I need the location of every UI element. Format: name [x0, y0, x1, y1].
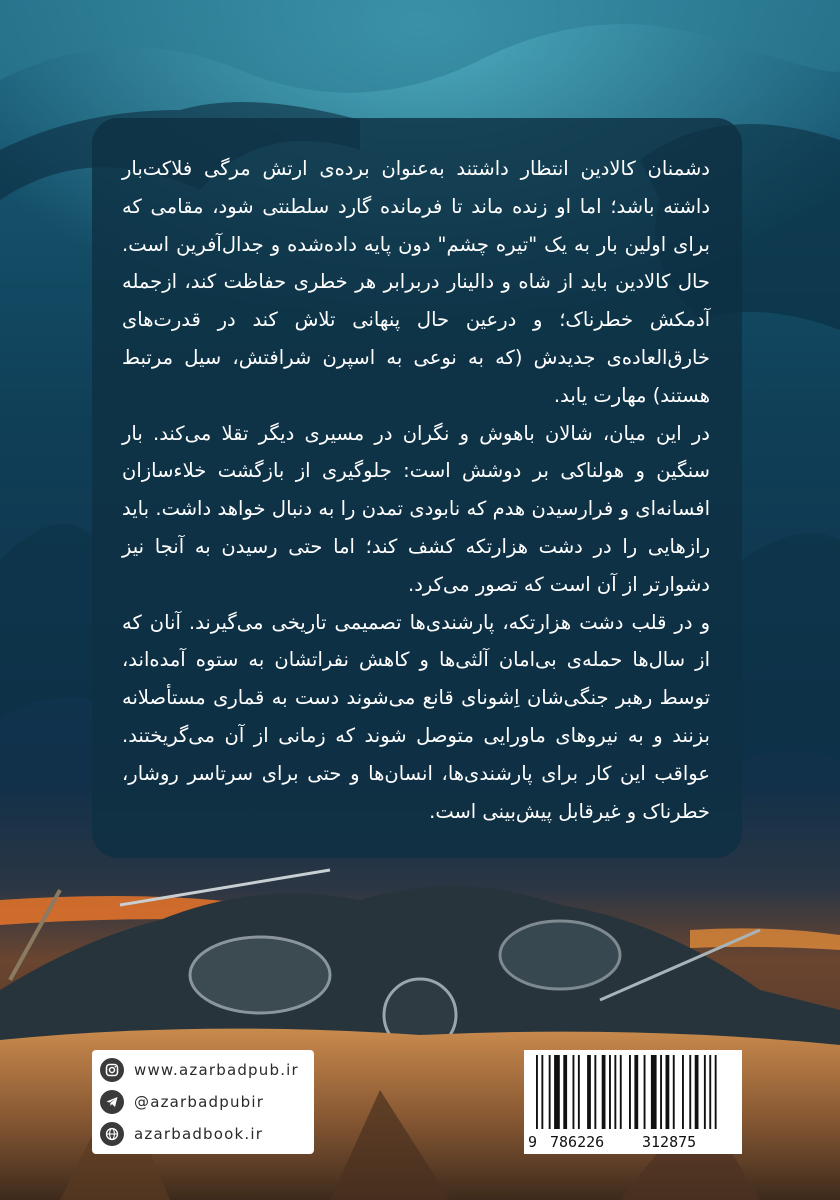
barcode-bar [682, 1055, 684, 1129]
barcode-bar [629, 1055, 631, 1129]
blurb-paragraph-2: در این میان، شالان باهوش و نگران در مسیری دیگر تقلا می‌کند. بار سنگین و هولناکی بر دوشش است: جلوگیری از بازگشت خلاءسازان افسانه‌ای و فرارسیدن هدم که نابودی تمدن را به دنبال خواهد داشت. باید رازهایی را در دشت هزارتکه کشف کند؛ اما حتی رسیدن به آنجا نیز دشوارتر از آن است که تصور می‌کرد. [122, 421, 710, 596]
barcode-bar [578, 1055, 580, 1129]
blurb-paragraph-1: دشمنان کالادین انتظار داشتند به‌عنوان برده‌ی ارتش مرگی فلاکت‌بار داشته باشد؛ اما او زنده ماند تا فرمانده گارد سلطنتی شود، مقامی که برای اولین بار به یک "تیره چشم" دون پایه داده‌شده و جدال‌آفرین است. حال کالادین باید از شاه و دالینار دربرابر هر خطری حفاظت کند، ازجمله آدمکش خطرناک؛ و درعین حال پنهانی تلاش کند در قدرت‌های خارق‌العاده‌ی جدیدش (که به نوعی به اسپرن شرافتش، سیل مرتبط هستند) مهارت یابد. [122, 157, 710, 407]
barcode-group-2: 312875 [642, 1133, 697, 1151]
isbn-barcode [524, 1050, 742, 1154]
barcode-bar [549, 1055, 551, 1129]
barcode-bar [573, 1055, 575, 1129]
web-url[interactable]: azarbadbook.ir [134, 1125, 264, 1143]
telegram-handle[interactable]: @azarbadpubir [134, 1093, 265, 1111]
barcode-bars [534, 1055, 732, 1129]
barcode-bar [689, 1055, 691, 1129]
globe-icon [100, 1122, 124, 1146]
barcode-bar [554, 1055, 560, 1129]
barcode-bar [651, 1055, 657, 1129]
instagram-icon [100, 1058, 124, 1082]
barcode-bar [644, 1055, 646, 1129]
website-row [100, 1054, 306, 1086]
blurb-paragraph-3: و در قلب دشت هزارتکه، پارشندی‌ها تصمیمی تاریخی می‌گیرند. آنان که از سال‌ها حمله‌ی بی‌امان آلثی‌ها و کاهش نفراتشان به ستوه آمده‌اند، توسط رهبر جنگی‌شان اِشونای قانع می‌شوند دست به قماری مستأصلانه بزنند و به نیروهای ماورایی متوصل شوند که زمانی از آن می‌گریختند. عواقب این کار برای پارشندی‌ها، انسان‌ها و حتی برای سرتاسر روشار، خطرناک و غیرقابل پیش‌بینی است. [122, 610, 710, 823]
barcode-bar [695, 1055, 699, 1129]
barcode-bar [666, 1055, 670, 1129]
telegram-row [100, 1086, 306, 1118]
barcode-bar [704, 1055, 706, 1129]
barcode-bar [715, 1055, 717, 1129]
barcode-bar [673, 1055, 675, 1129]
barcode-bar [602, 1055, 606, 1129]
barcode-bar [620, 1055, 622, 1129]
barcode-bar [541, 1055, 543, 1129]
barcode-lead-digit: 9 [528, 1133, 538, 1151]
barcode-bar [594, 1055, 596, 1129]
barcode-bar [587, 1055, 591, 1129]
website-url[interactable]: www.azarbadpub.ir [134, 1061, 299, 1079]
barcode-bar [536, 1055, 538, 1129]
barcode-bar [634, 1055, 638, 1129]
barcode-bar [563, 1055, 567, 1129]
publisher-contact-box [92, 1050, 314, 1154]
web-row [100, 1118, 306, 1150]
barcode-bar [609, 1055, 611, 1129]
barcode-group-1: 786226 [550, 1133, 605, 1151]
barcode-bar [614, 1055, 616, 1129]
barcode-bar [660, 1055, 662, 1129]
telegram-icon [100, 1090, 124, 1114]
blurb-panel [92, 118, 742, 858]
barcode-bar [709, 1055, 711, 1129]
